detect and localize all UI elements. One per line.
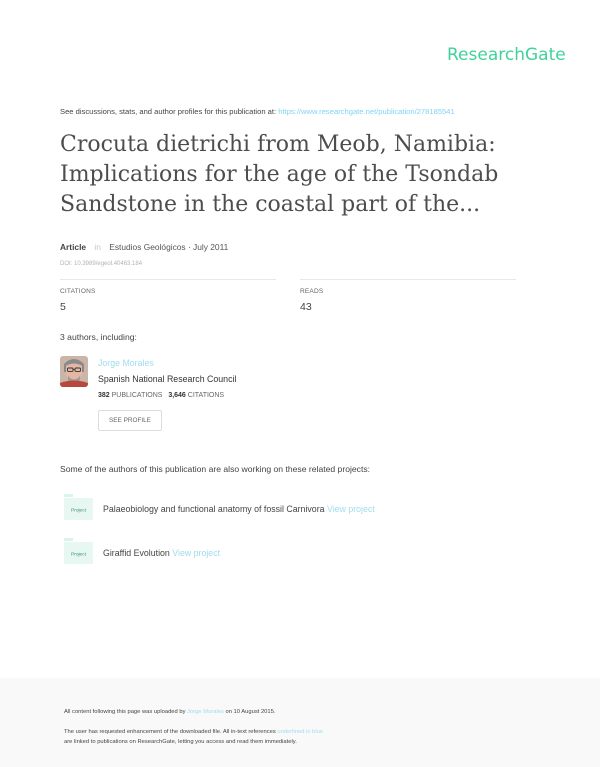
project-title: Giraffid Evolution: [103, 548, 170, 558]
publication-title[interactable]: Crocuta dietrichi from Meob, Namibia: Implications for the age of the Tsondab Sandstone in the coastal part of the...: [60, 132, 499, 217]
discussion-note-text: See discussions, stats, and author profiles for this publication at:: [60, 107, 277, 116]
reads-value: 43: [300, 301, 312, 313]
publication-type: Article: [60, 242, 87, 252]
footer-upload-suffix: on 10 August 2015.: [225, 709, 276, 715]
citations-label: CITATIONS: [60, 288, 96, 295]
author-citations-count: 3,646: [168, 392, 186, 399]
uploader-link[interactable]: Jorge Morales: [187, 709, 224, 715]
author-citations-label: CITATIONS: [187, 392, 225, 399]
author-publications-count: 382: [98, 392, 110, 399]
publication-url-link[interactable]: https://www.researchgate.net/publication/278185541: [278, 107, 455, 116]
author-institution: Spanish National Research Council: [98, 374, 237, 384]
meta-separator: in: [94, 242, 101, 252]
divider: [60, 279, 276, 280]
citations-value: 5: [60, 301, 66, 313]
author-photo-icon: [60, 356, 88, 387]
author-stats: [98, 392, 224, 399]
related-projects-heading: Some of the authors of this publication are also working on these related projects:: [60, 464, 371, 474]
publication-meta: [60, 242, 228, 252]
project-icon: [63, 538, 93, 564]
view-project-link[interactable]: View project: [326, 504, 375, 514]
project-title: Palaeobiology and functional anatomy of fossil Carnivora: [103, 504, 325, 514]
author-publications-label: PUBLICATIONS: [111, 392, 163, 399]
researchgate-logo[interactable]: ResearchGate: [447, 45, 566, 65]
footer-upload-prefix: All content following this page was uploaded by: [64, 709, 186, 715]
project-icon-label: Project: [71, 552, 86, 558]
footer-linked-note: are linked to publications on ResearchGate, letting you access and read them immediately.: [64, 739, 297, 745]
underlined-blue-link[interactable]: underlined in blue: [277, 729, 324, 735]
reads-label: READS: [300, 288, 324, 295]
view-project-link[interactable]: View project: [172, 548, 221, 558]
footer-upload-note: [64, 709, 275, 715]
publication-venue: Estudios Geológicos · July 2011: [109, 242, 229, 252]
author-avatar[interactable]: [60, 356, 88, 387]
footer: [0, 678, 600, 767]
project-icon-label: Project: [71, 508, 86, 514]
related-project-item: [103, 504, 375, 514]
authors-heading: 3 authors, including:: [60, 332, 137, 342]
footer-enhancement-text: The user has requested enhancement of the downloaded file. All in-text references: [64, 729, 276, 735]
publication-doi: DOI: 10.3989/egeol.40463.184: [60, 261, 143, 267]
author-name-link[interactable]: Jorge Morales: [98, 358, 154, 368]
see-profile-button[interactable]: SEE PROFILE: [98, 410, 162, 431]
related-project-item: [103, 548, 220, 558]
project-icon: [63, 494, 93, 520]
discussion-note: [60, 107, 455, 116]
footer-enhancement-note: [64, 729, 323, 735]
divider: [300, 279, 516, 280]
